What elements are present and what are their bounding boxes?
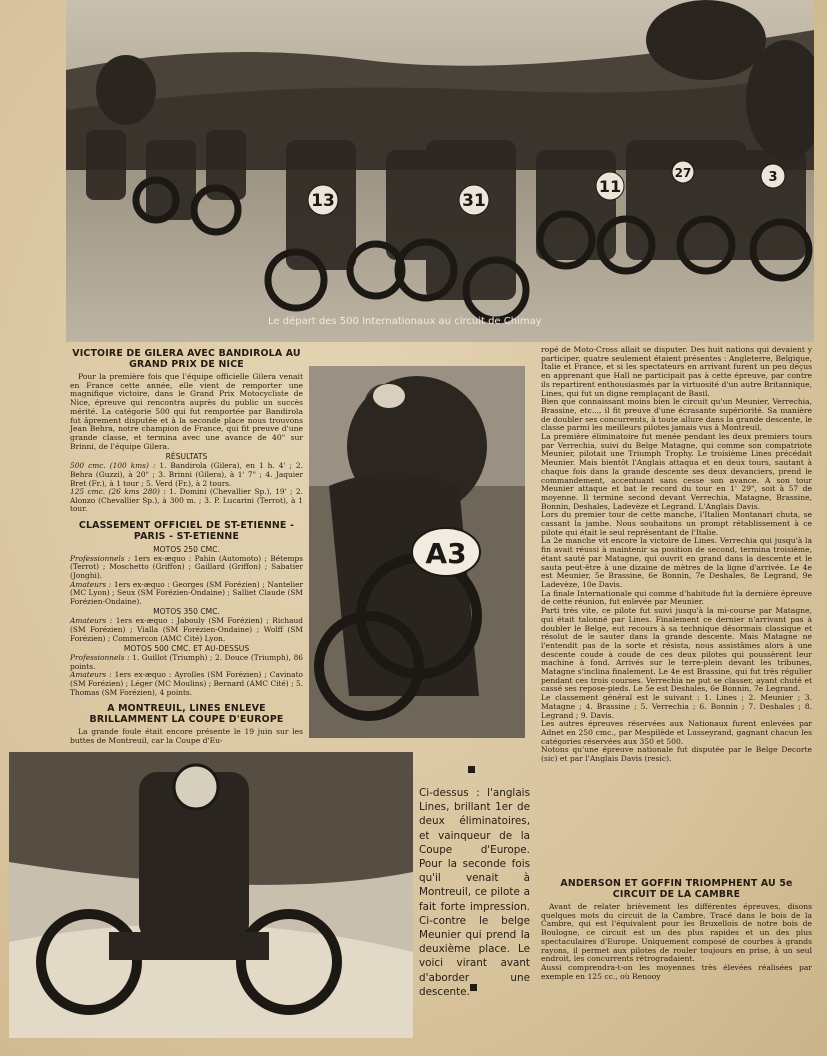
class-label: Amateurs : [70, 670, 112, 680]
meunier-rider-illustration [9, 752, 413, 1038]
photo-race-start [66, 0, 814, 342]
top-photo-caption: Le départ des 500 Internationaux au circuit de Chimay [268, 316, 542, 327]
bib-13: 13 [311, 191, 335, 211]
class-text: 1ers ex-æquo : Georges (SM Forézien) ; Nantelier (MC Lyon) ; Seux (SM Forézien-Ondaine) ; Salliet Claude (SM Forézien-Ondaine). [70, 579, 303, 606]
class-label: Amateurs : [70, 616, 113, 626]
left-column [70, 348, 303, 747]
article3-body: La grande foule était encore présente le 19 juin sur les buttes de Montreuil, car la Coupe d'Eu- [70, 727, 303, 745]
middle-body: ropé de Moto-Cross allait se disputer. Des huit nations qui devaient y participer, quatre seulement étaient présentes : Angleterre, Belgique, Italie et France, et si les spectateurs en arrivant furent un peu déçus en apprenant que Hall ne participait pas à cette épreuve, par contre ils repartirent enthousiasmés par la virtuosité d'un autre Britannique, Lines, qui fut un digne remplaçant de Basil. Bien que connaissant moins bien le circuit qu'un Meunier, Verrechia, Brassine, etc..., il fit preuve d'une écrasante supériorité. Sa manière de doubler ses concurrents, à toute allure dans la grande descente, le classe parmi les meilleurs pilotes jamais vus à Montreuil. La première éliminatoire fut menée pendant les deux premiers tours par Verrechia, suivi du Belge Matagne, qui comme son compatriote Meunier, pilotait une Triumph Trophy. Le troisième Lines précédait Meunier. Mais bientôt l'Anglais attaqua et en deux tours, sautant à chaque fois dans la grande descente ses deux devanciers, prend le commandement, accentuant sans cesse son avance. A son tour Meunier attaque et bat le record du tour en 1' 29", soit à 57 de moyenne. Il termine second devant Verrechia, Matagne, Brassine, Bonnin, Deshales, Ladevèze et Legrand. L'Anglais Davis. Lors du premier tour de cette manche, l'Italien Montanari chuta, se cassant la jambe. Nous souhaitons un prompt rétablissement à ce pilote qui était le seul représentant de l'Italie. La 2e manche vit encore la victoire de Lines. Verrechia qui jusqu'à la fin avait réussi à maintenir sa position de second, termina troisième, étant sauté par Matagne, qui ouvrit en grand dans la descente et le sauta peut-être à une dizaine de mètres de la ligne d'arrivée. Le 4e est Meunier, 5e Brassine, 6e Bonnin, 7e Deshales, 8e Legrand, 9e Ladevèze, 10e Davis. La finale Internationale qui comme d'habitude fut la dernière épreuve de cette réunion, fut enlevée par Meunier. Parti très vite, ce pilote fut suivi jusqu'à la mi-course par Matagne, qui était talonné par Lines. Finalement ce dernier n'arrivant pas à doubler le Belge, eut recours à sa technique désormais classique et résolut de le sauter dans la grande descente. Mais Matagne ne l'entendit pas de la sorte et résista, nous assistâmes alors à une descente coude à coude de ces deux pilotes qui poussèrent leur machine à fond. Arrivés sur le terre-plein devant les tribunes, Matagne s'inclina finalement. Le 4e est Brassine, qui fut très régulier pendant ces trois courses. Verrechia ne put se classer, ayant chuté et cassé ses repose-pieds. Le 5e est Deshales, 6e Bonnin, 7e Legrand. Le classement général est le suivant : 1. Lines ; 2. Meunier ; 3. Matagne ; 4. Brassine ; 5. Verrechia ; 6. Bonnin ; 7. Deshales ; 8. Legrand ; 9. Davis. Les autres épreuves réservées aux Nationaux furent enlevées par Adnet en 250 cmc., par Mespilède et Lusseyrand, gagnant chacun les catégories réservées aux 350 et 500. Notons qu'une épreuve nationale fut disputée par le Belge Decorte (sic) et par l'Anglais Davis (resic). [541, 345, 812, 764]
article3-headline: A MONTREUIL, LINES ENLEVE BRILLAMMENT LA COUPE D'EUROPE [89, 703, 284, 726]
class-line [70, 617, 303, 643]
article4-body: Avant de relater brièvement les différentes épreuves, disons quelques mots du circuit de la Cambre. Tracé dans le bois de la Cambre, qui est l'équivalent pour les Bruxellois de notre bois de Boulogne, ce circuit est un des plus rapides et un des plus spectaculaires d'Europe. Uniquement composé de courbes à grands rayons, il permet aux pilotes de rouler toujours en prise, à un seul endroit, les concurrents rétrogradaient. Aussi comprendra-t-on les moyennes très élevées réalisées par exemple en 125 cc., où Renooy [541, 902, 812, 981]
bullet-square [470, 984, 477, 991]
class-label: Amateurs : [70, 579, 112, 589]
bib-31: 31 [462, 191, 486, 211]
result-text: 1. Domini (Chevallier Sp.), 19' ; 2. Alonzo (Chevallier Sp.), à 300 m. ; 3. P. Lucarini (Terrot), à 1 tour. [70, 487, 303, 514]
article4 [541, 878, 812, 982]
photo-lines-rider [309, 366, 525, 738]
class-line [70, 671, 303, 697]
section-title: MOTOS 350 CMC. [153, 607, 220, 617]
result-line-500 [70, 462, 303, 488]
result-text: 1. Bandirola (Gilera), en 1 h. 4' ; 2. Behra (Guzzi), à 20" ; 3. Brinni (Gilera), à 1' 7" ; 4. Jaquier Bret (Fr.), à 1 tour ; 5. Verd (Fr.), à 2 tours. [70, 461, 303, 488]
plate-a3: A3 [425, 537, 467, 570]
lines-rider-illustration [309, 366, 525, 738]
article4-headline: ANDERSON ET GOFFIN TRIOMPHENT AU 5e CIRCUIT DE LA CAMBRE [560, 878, 793, 900]
class-label: Professionnels : [70, 553, 131, 563]
bullet-square [468, 766, 475, 773]
section-title: MOTOS 250 CMC. [153, 544, 220, 554]
class-text: 1. Guillot (Triumph) ; 2. Douce (Triumph), 86 points. [70, 653, 303, 671]
class-label: Professionnels : [70, 653, 130, 663]
bib-27: 27 [674, 166, 692, 180]
photo-caption: Ci-dessus : l'anglais Lines, brillant 1er de deux éliminatoires, et vainqueur de la Coupe d'Europe. Pour la seconde fois qu'il venait à Montreuil, ce pilote a fait forte impression. Ci-contre le belge Meunier qui prend la deuxième place. Le voici virant avant d'aborder une descente. [419, 787, 530, 998]
class-text: 1ers ex-æquo : Pahin (Automoto) ; Bétemps (Terrot) ; Moschetto (Griffon) ; Gaillard (Griffon) ; Sabatier (Jonghi). [70, 553, 304, 581]
class-line [70, 581, 303, 607]
class-line [70, 654, 303, 671]
class-text: 1ers ex-æquo : Ayrolles (SM Forézien) ; Cavinato (SM Forézien) ; Léger (MC Moulins) ; Bernard (AMC Cité) ; 5. Thomas (SM Forézien), 4 points. [70, 670, 303, 697]
article2-headline: CLASSEMENT OFFICIEL DE ST-ETIENNE - PARIS - ST-ETIENNE [78, 519, 295, 542]
bib-11: 11 [598, 177, 622, 196]
article1-headline: VICTOIRE DE GILERA AVEC BANDIROLA AU GRAND PRIX DE NICE [72, 348, 301, 370]
result-line-125 [70, 488, 303, 514]
race-start-illustration [66, 0, 814, 342]
section-title: MOTOS 500 CMC. ET AU-DESSUS [123, 644, 250, 654]
bib-3: 3 [768, 170, 778, 185]
article1-body: Pour la première fois que l'équipe officielle Gilera venait en France cette année, elle vient de remporter une magnifique victoire, dans le Grand Prix Motocycliste de Nice, épreuve qui rencontra auprès du public un succès mérité. La catégorie 500 qui fut remportée par Bandirola fut âprement disputée et à la seconde place nous trouvons Jean Behra, notre champion de France, qui fit preuve d'une grande classe, et termina avec une avance de 40" sur Brinni, de l'équipe Gilera. [70, 372, 303, 451]
results-title: RÉSULTATS [165, 452, 208, 462]
result-label: 500 cmc. (100 kms) : [70, 461, 156, 471]
middle-column [541, 346, 812, 765]
class-text: 1ers ex-æquo : Jabouly (SM Forézien) ; Richaud (SM Forézien) ; Vialla (SM Forézien-Ondaine) ; Wolff (SM Forézien) ; Commercon (AMC Cité) Lyon. [70, 616, 303, 643]
class-line [70, 555, 303, 581]
photo-meunier-rider [9, 752, 413, 1038]
result-label: 125 cmc. (26 kms 280) : [70, 487, 166, 497]
